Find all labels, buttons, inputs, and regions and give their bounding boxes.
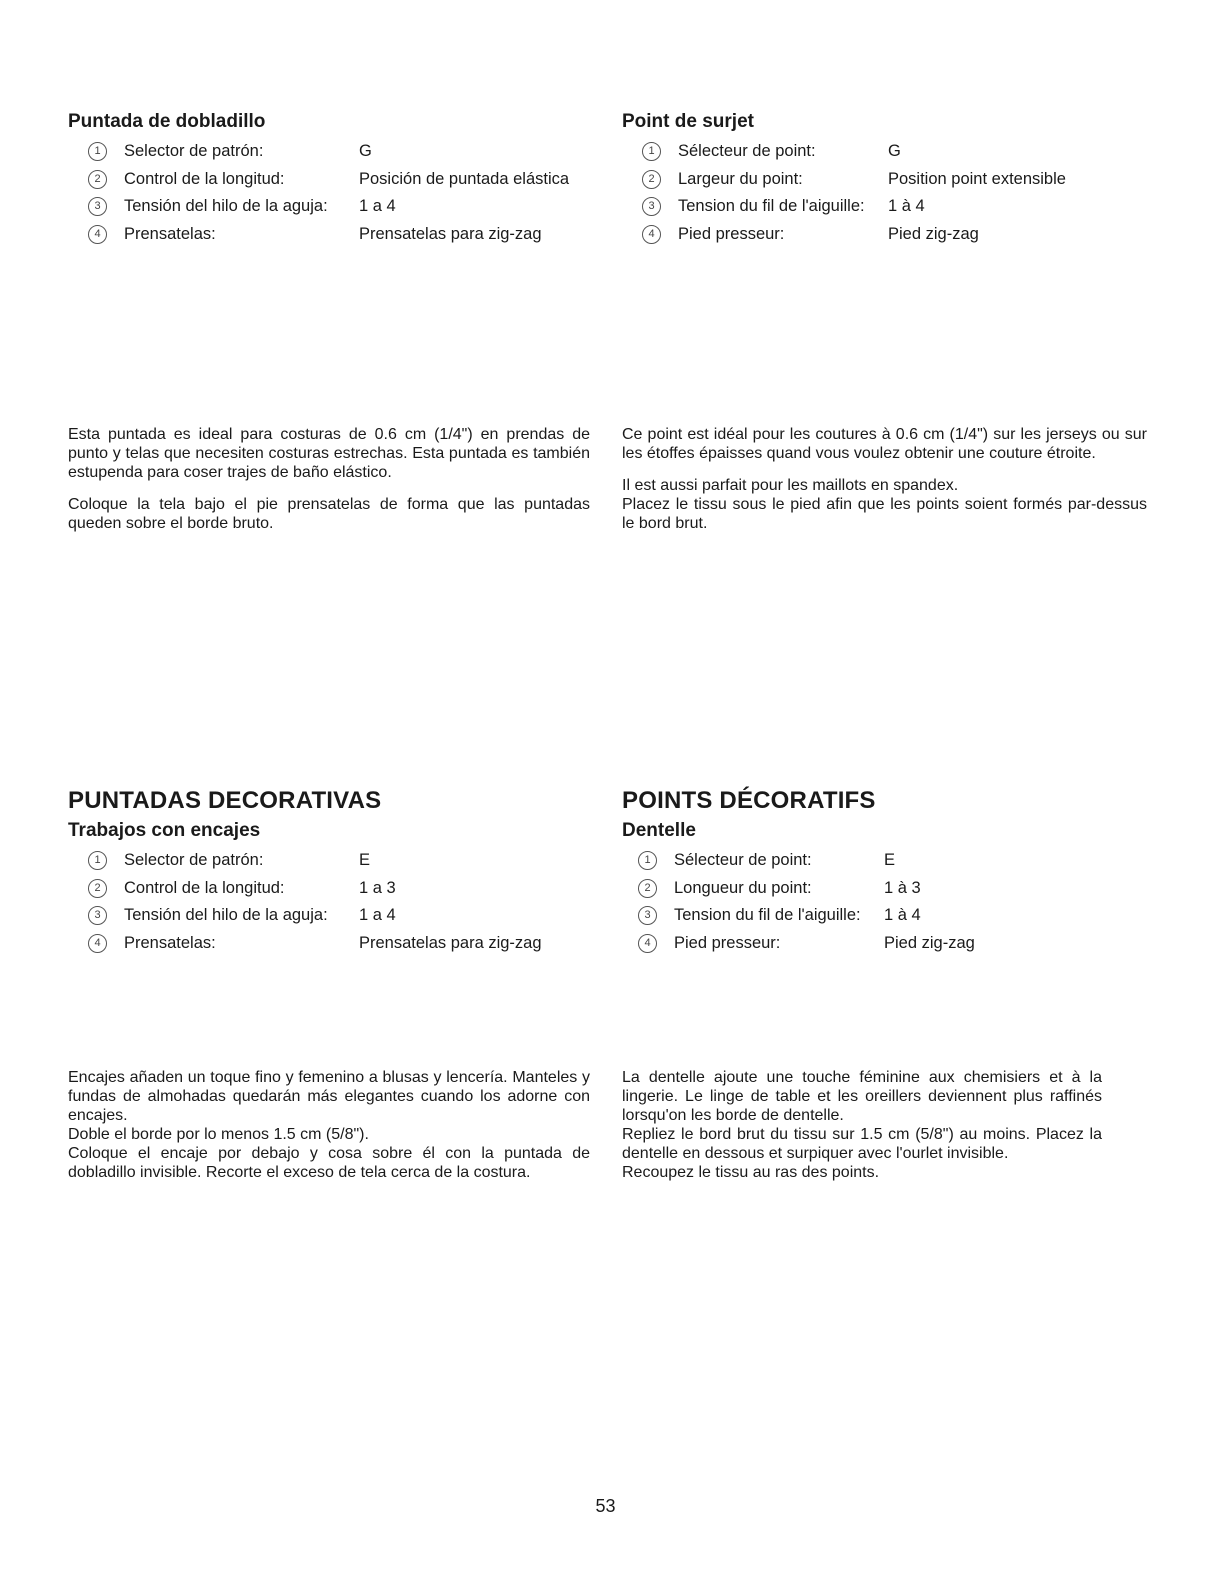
hem-settings-fr [622, 110, 1147, 248]
page-number: 53 [595, 1496, 616, 1516]
setting-value: 1 à 4 [884, 906, 921, 925]
circled-number-2: 2 [638, 879, 657, 898]
lace-settings-list-fr [622, 847, 1147, 957]
setting-value: Position point extensible [888, 169, 1066, 188]
hem-title-fr: Point de surjet [622, 111, 754, 132]
paragraph: Esta puntada es ideal para costuras de 0.6 cm (1/4") en prendas de punto y telas que necesiten costuras estrechas. Esta puntada es también estupenda para coser trajes de baño elástico. [68, 426, 590, 481]
setting-value: 1 à 3 [884, 878, 921, 897]
decorative-fr [622, 786, 1147, 957]
setting-label: Control de la longitud: [124, 878, 285, 897]
section-heading-fr: POINTS DÉCORATIFS [622, 787, 876, 814]
circled-number-3: 3 [638, 906, 657, 925]
setting-value: 1 a 4 [359, 197, 396, 216]
setting-label: Selector de patrón: [124, 851, 264, 870]
paragraph: Coloque el encaje por debajo y cosa sobre él con la puntada de dobladillo invisible. Recorte el exceso de tela cerca de la costura. [68, 1145, 590, 1181]
circled-number-4: 4 [88, 934, 107, 953]
circled-number-4: 4 [88, 225, 107, 244]
section-heading-es: PUNTADAS DECORATIVAS [68, 787, 382, 814]
circled-number-2: 2 [642, 170, 661, 189]
setting-label: Sélecteur de point: [674, 851, 812, 870]
paragraph: Placez le tissu sous le pied afin que les points soient formés par-dessus le bord brut. [622, 496, 1147, 532]
setting-label: Pied presseur: [674, 933, 781, 952]
circled-number-3: 3 [88, 197, 107, 216]
lace-title-fr: Dentelle [622, 820, 696, 841]
setting-label: Control de la longitud: [124, 169, 285, 188]
circled-number-3: 3 [88, 906, 107, 925]
setting-row [68, 138, 590, 166]
lace-text-fr [622, 1068, 1102, 1182]
paragraph: Recoupez le tissu au ras des points. [622, 1164, 880, 1181]
setting-value: Prensatelas para zig-zag [359, 224, 542, 243]
paragraph: Il est aussi parfait pour les maillots en spandex. [622, 477, 959, 494]
circled-number-2: 2 [88, 879, 107, 898]
setting-label: Prensatelas: [124, 933, 216, 952]
setting-value: Posición de puntada elástica [359, 169, 570, 188]
setting-row [68, 193, 590, 221]
setting-row [622, 847, 1147, 875]
setting-row [68, 221, 590, 249]
circled-number-1: 1 [638, 851, 657, 870]
setting-value: G [888, 142, 901, 161]
setting-label: Tension du fil de l'aiguille: [678, 197, 865, 216]
setting-label: Tensión del hilo de la aguja: [124, 197, 328, 216]
setting-row [68, 875, 590, 903]
setting-value: E [884, 851, 896, 870]
setting-row [622, 930, 1147, 958]
setting-row [622, 138, 1147, 166]
decorative-es [68, 786, 590, 957]
circled-number-4: 4 [642, 225, 661, 244]
paragraph: Coloque la tela bajo el pie prensatelas de forma que las puntadas queden sobre el borde bruto. [68, 496, 590, 532]
paragraph: Repliez le bord brut du tissu sur 1.5 cm (5/8") au moins. Placez la dentelle en dessous et surpiquer avec l'ourlet invisible. [622, 1126, 1102, 1162]
circled-number-2: 2 [88, 170, 107, 189]
setting-label: Prensatelas: [124, 224, 216, 243]
circled-number-1: 1 [88, 142, 107, 161]
setting-label: Largeur du point: [678, 169, 803, 188]
paragraph: La dentelle ajoute une touche féminine aux chemisiers et à la lingerie. Le linge de table et les oreillers deviennent plus raffinés lorsqu'on les borde de dentelle. [622, 1069, 1102, 1124]
setting-row [68, 902, 590, 930]
setting-row [68, 930, 590, 958]
paragraph: Encajes añaden un toque fino y femenino a blusas y lencería. Manteles y fundas de almohadas quedarán más elegantes cuando los adorne con encajes. [68, 1069, 590, 1124]
setting-row [68, 166, 590, 194]
setting-row [622, 193, 1147, 221]
hem-settings-list-es [68, 138, 590, 248]
hem-text-es [68, 425, 590, 533]
setting-label: Longueur du point: [674, 878, 812, 897]
setting-label: Tensión del hilo de la aguja: [124, 906, 328, 925]
circled-number-1: 1 [642, 142, 661, 161]
lace-text-es [68, 1068, 590, 1182]
setting-row [622, 166, 1147, 194]
setting-value: 1 a 4 [359, 906, 396, 925]
setting-row [622, 221, 1147, 249]
lace-settings-list-es [68, 847, 590, 957]
setting-label: Sélecteur de point: [678, 142, 816, 161]
setting-label: Pied presseur: [678, 224, 785, 243]
setting-row [622, 875, 1147, 903]
hem-settings-es [68, 110, 590, 248]
setting-label: Selector de patrón: [124, 142, 264, 161]
setting-value: E [359, 851, 371, 870]
circled-number-3: 3 [642, 197, 661, 216]
setting-value: Pied zig-zag [884, 933, 975, 952]
hem-settings-list-fr [622, 138, 1147, 248]
circled-number-4: 4 [638, 934, 657, 953]
setting-value: 1 a 3 [359, 878, 396, 897]
setting-row [68, 847, 590, 875]
hem-text-fr [622, 425, 1147, 533]
circled-number-1: 1 [88, 851, 107, 870]
paragraph: Doble el borde por lo menos 1.5 cm (5/8"). [68, 1126, 369, 1143]
lace-title-es: Trabajos con encajes [68, 820, 261, 841]
setting-label: Tension du fil de l'aiguille: [674, 906, 861, 925]
setting-value: G [359, 142, 372, 161]
setting-value: 1 à 4 [888, 197, 925, 216]
setting-value: Prensatelas para zig-zag [359, 933, 542, 952]
paragraph: Ce point est idéal pour les coutures à 0.6 cm (1/4") sur les jerseys ou sur les étoffes épaisses quand vous voulez obtenir une couture étroite. [622, 426, 1147, 462]
hem-title-es: Puntada de dobladillo [68, 111, 266, 132]
setting-value: Pied zig-zag [888, 224, 979, 243]
setting-row [622, 902, 1147, 930]
